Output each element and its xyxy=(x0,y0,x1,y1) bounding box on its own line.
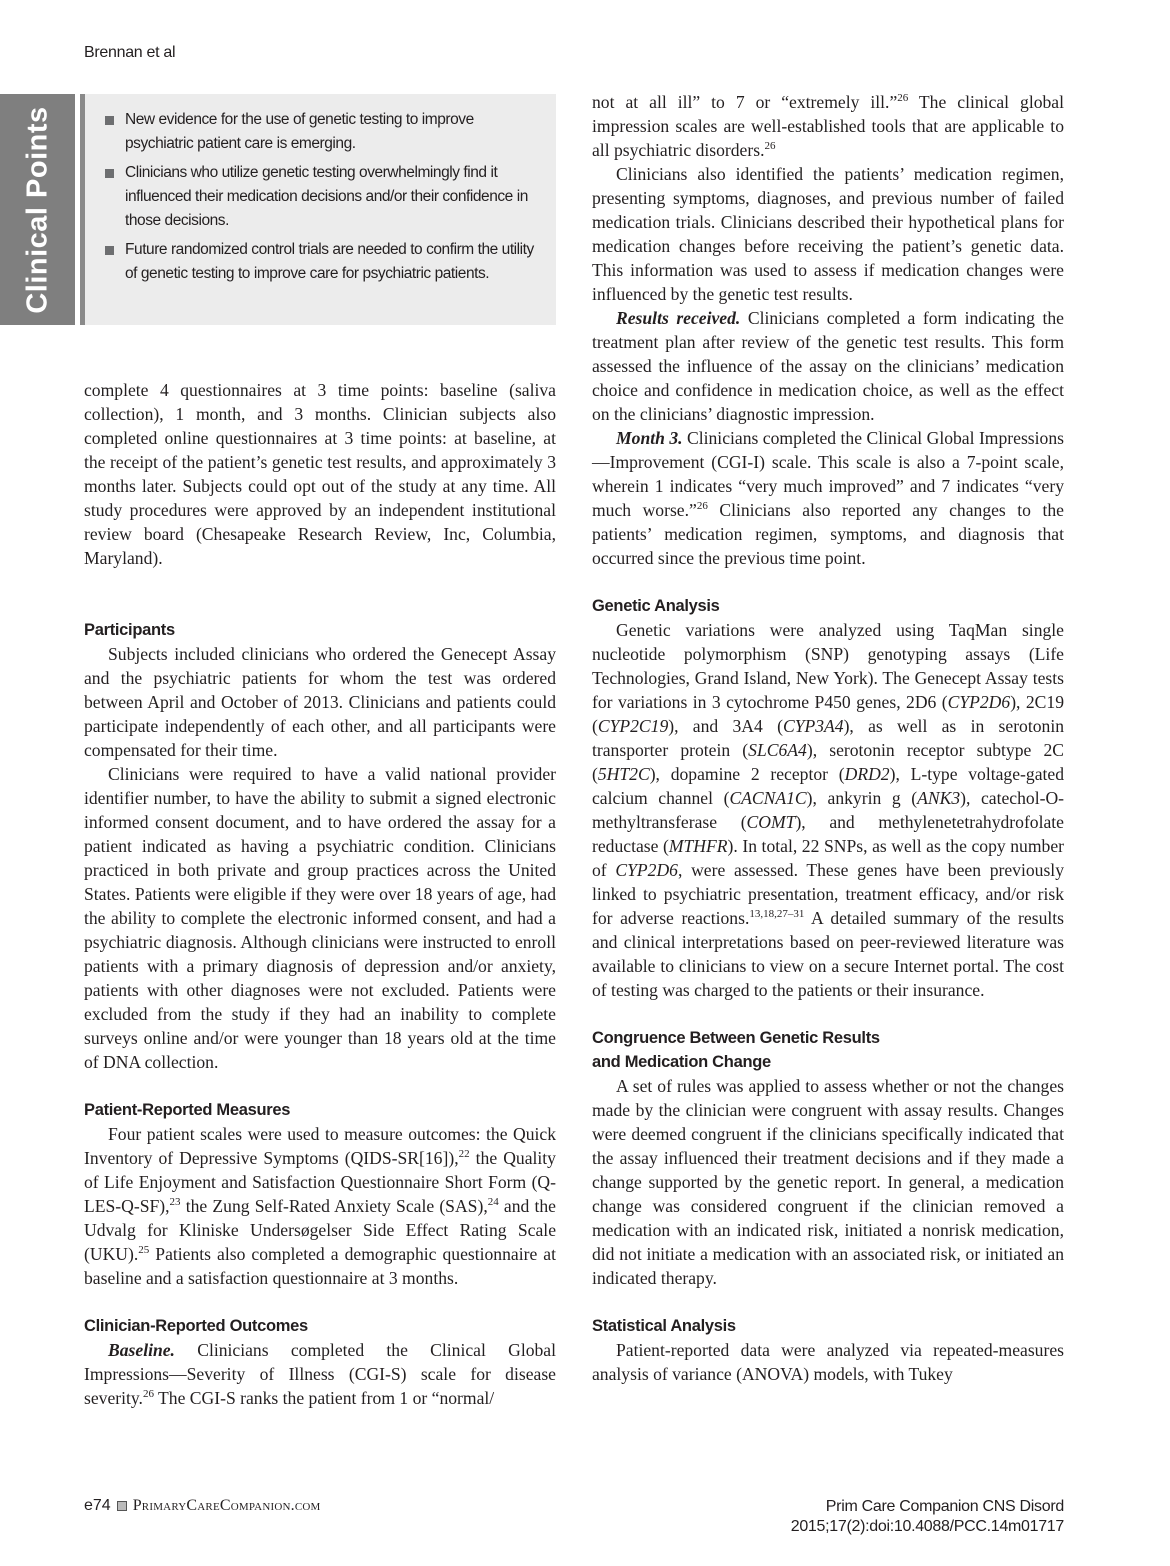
citation-ref: 26 xyxy=(696,500,708,512)
citation-ref: 24 xyxy=(487,1196,499,1208)
runin-heading-results-received: Results received. xyxy=(616,308,741,328)
runin-heading-month3: Month 3. xyxy=(616,428,683,448)
patient-reported-paragraph: Four patient scales were used to measure outcomes: the Quick Inventory of Depressive Symptoms (QIDS-SR[16]),$^{22}$ the Quality of Life Enjoyment and Satisfaction Questionnaire Short Form (Q-LES-Q-SF),$^{23}$ the Zung Self-Rated Anxiety Scale (SAS),$^{24}$ and the Udvalg for Kliniske Undersøgelser Side Effect Rating Scale (UKU).$^{25}$ Patients also completed a demographic questionnaire at baseline and a satisfaction questionnaire at 3 months. xyxy=(84,1124,556,1288)
clinical-point-text: Clinicians who utilize genetic testing overwhelmingly find it influenced their medication decisions and/or their confidence in those decisions. xyxy=(125,164,528,229)
results-received-paragraph: Results received. Clinicians completed a form indicating the treatment plan after review of the genetic test results. This form assessed the influence of the assay on the clinicians’ medication choice and confidence in medication choice, as well as the effect on the clinicians’ diagnostic impression. xyxy=(592,308,1064,424)
clinical-points-tab-label: Clinical Points xyxy=(21,105,53,314)
congruence-paragraph: A set of rules was applied to assess whether or not the changes made by the clinician were congruent with assay results. Changes were deemed congruent if the clinicians specifically indicated that the assay influenced their treatment decisions and if they made a change supported by the genetic report. In general, a medication change was considered congruent if the clinician removed a medication with an indicated risk, initiated a nonrisk medication, did not initiate a medication with an associated risk, or initiated an indicated therapy. xyxy=(592,1076,1064,1288)
square-bullet-icon xyxy=(105,169,114,178)
doi-citation: 2015;17(2):doi:10.4088/PCC.14m01717 xyxy=(790,1518,1064,1535)
participants-paragraph-1: Subjects included clinicians who ordered the Genecept Assay and the psychiatric patients for whom the test was ordered between April and October of 2013. Clinicians and patients could participate independently of each other, and all participants were compensated for their time. xyxy=(84,644,556,760)
section-heading-clinician-reported: Clinician-Reported Outcomes xyxy=(84,1317,308,1335)
clinical-points-box xyxy=(85,94,556,325)
section-heading-genetic-analysis: Genetic Analysis xyxy=(592,597,720,615)
continued-paragraph: not at all ill” to 7 or “extremely ill.”$^{26}$ The clinical global impression scales are well-established tools that are applicable to all psychiatric disorders.$^{26}$ xyxy=(592,92,1064,160)
square-separator-icon xyxy=(117,1501,127,1511)
citation-ref: 26 xyxy=(142,1388,154,1400)
footer-citation xyxy=(791,1497,1064,1537)
clinical-points-tab xyxy=(0,94,75,325)
footer-left xyxy=(84,1497,320,1515)
square-bullet-icon xyxy=(105,116,114,125)
square-bullet-icon xyxy=(105,246,114,255)
running-head: Brennan et al xyxy=(84,44,176,61)
left-column-body xyxy=(84,618,556,1410)
citation-ref: 13,18,27–31 xyxy=(749,908,805,920)
statistical-analysis-paragraph: Patient-reported data were analyzed via repeated-measures analysis of variance (ANOVA) models, with Tukey xyxy=(592,1340,1064,1384)
citation-ref: 25 xyxy=(138,1244,150,1256)
citation-ref: 22 xyxy=(458,1148,470,1160)
medication-regimen-paragraph: Clinicians also identified the patients’ medication regimen, presenting symptoms, diagnoses, and previous number of failed medication trials. Clinicians described their hypothetical plans for medication changes before receiving the patient’s genetic data. This information was used to assess if medication changes were influenced by the genetic test results. xyxy=(592,164,1064,304)
section-heading-participants: Participants xyxy=(84,621,175,639)
participants-paragraph-2: Clinicians were required to have a valid national provider identifier number, to have the ability to submit a signed electronic informed consent document, and to have ordered the assay for a patient indicated as having a psychiatric condition. Clinicians practiced in both private and group practices across the United States. Patients were eligible if they were over 18 years of age, had the ability to complete the electronic informed consent, and had a psychiatric diagnosis. Although clinicians were instructed to enroll patients with a primary diagnosis of depression and/or anxiety, patients with other diagnoses were not excluded. Patients were excluded from the study if they had an inability to complete surveys online and/or were younger than 18 years old at the time of DNA collection. xyxy=(84,764,556,1072)
section-heading-statistical-analysis: Statistical Analysis xyxy=(592,1317,736,1335)
clinical-point-text: Future randomized control trials are needed to confirm the utility of genetic testing to improve care for psychiatric patients. xyxy=(125,241,534,282)
citation-ref: 26 xyxy=(764,140,776,152)
journal-name: Prim Care Companion CNS Disord xyxy=(825,1498,1064,1515)
section-heading-patient-reported: Patient-Reported Measures xyxy=(84,1101,291,1119)
citation-ref: 23 xyxy=(169,1196,181,1208)
clinical-points-list xyxy=(105,108,542,286)
genetic-analysis-paragraph: Genetic variations were analyzed using TaqMan single nucleotide polymorphism (SNP) genotyping assays (Life Technologies, Grand Island, New York). The Genecept Assay tests for variations in 3 cytochrome P450 genes, 2D6 (CYP2D6), 2C19 (CYP2C19), and 3A4 (CYP3A4), as well as in serotonin transporter protein (SLC6A4), serotonin receptor subtype 2C (5HT2C), dopamine 2 receptor (DRD2), L-type voltage-gated calcium channel (CACNA1C), ankyrin g (ANK3), catechol-O-methyltransferase (COMT), and methylenetetrahydrofolate reductase (MTHFR). In total, 22 SNPs, as well as the copy number of CYP2D6, were assessed. These genes have been previously linked to psychiatric presentation, treatment efficacy, and/or risk for adverse reactions.$^{13,18,27-31}$ A detailed summary of the results and clinical interpretations based on peer-reviewed literature was available to clinicians to view on a secure Internet portal. The cost of testing was charged to the patients or their insurance. xyxy=(592,620,1065,1000)
left-column-intro xyxy=(84,378,556,570)
journal-website-link[interactable]: PrimaryCareCompanion.com xyxy=(132,1497,321,1514)
clinical-point-item xyxy=(105,238,542,286)
citation-ref: 26 xyxy=(897,92,909,104)
runin-heading-baseline: Baseline. xyxy=(108,1340,175,1360)
clinician-reported-paragraph: Baseline. Clinicians completed the Clinical Global Impressions—Severity of Illness (CGI-S) scale for disease severity.$^{26}$ The CGI-S ranks the patient from 1 or “normal/ xyxy=(84,1340,556,1408)
clinical-point-text: New evidence for the use of genetic testing to improve psychiatric patient care is emerging. xyxy=(125,111,474,152)
section-heading-congruence: Congruence Between Genetic Results and Medication Change xyxy=(592,1029,880,1071)
intro-paragraph: complete 4 questionnaires at 3 time points: baseline (saliva collection), 1 month, and 3 months. Clinician subjects also completed online questionnaires at 3 time points: at baseline, at the receipt of the patient’s genetic test results, and approximately 3 months later. Subjects could opt out of the study at any time. All study procedures were approved by an independent institutional review board (Chesapeake Research Review, Inc, Columbia, Maryland). xyxy=(84,380,556,568)
month3-paragraph: Month 3. Clinicians completed the Clinical Global Impressions—Improvement (CGI-I) scale. This scale is also a 7-point scale, wherein 1 indicates “very much improved” and 7 indicates “very much worse.”$^{26}$ Clinicians also reported any changes to the patients’ medication regimen, symptoms, and diagnosis that occurred since the previous time point. xyxy=(592,428,1064,568)
page-number: e74 xyxy=(84,1497,111,1514)
clinical-point-item xyxy=(105,108,542,156)
right-column-body xyxy=(592,90,1064,1386)
clinical-point-item xyxy=(105,161,542,233)
